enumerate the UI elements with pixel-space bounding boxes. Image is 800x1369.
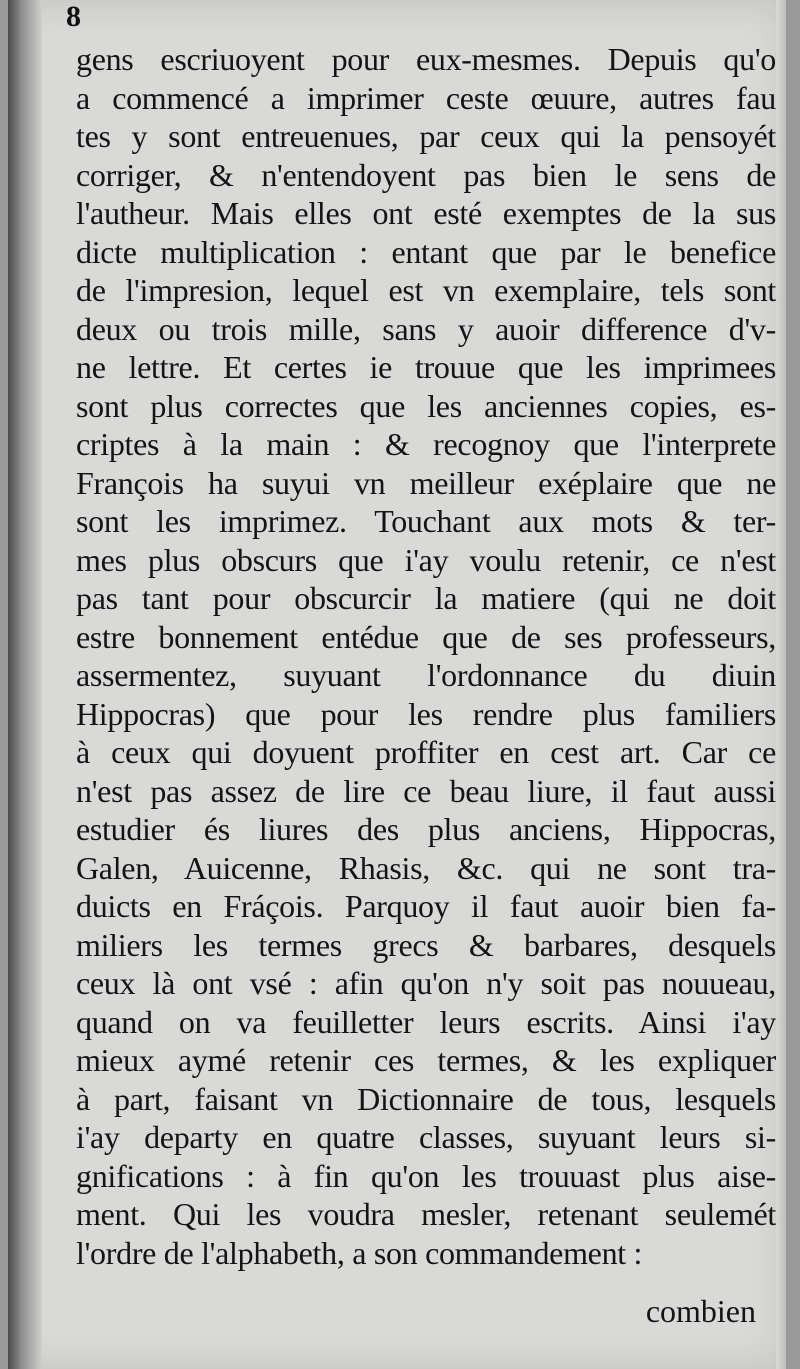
text-line: tes y sont entreuenues, par ceux qui la pensoyét (76, 118, 776, 154)
text-line: pas tant pour obscurcir la matiere (qui ne doit (76, 580, 776, 616)
text-line: gnifications : à fin qu'on les trouuast plus aise- (76, 1157, 776, 1194)
text-line: l'autheur. Mais elles ont esté exemptes de la sus (76, 195, 776, 231)
text-line: Galen, Auicenne, Rhasis, &c. qui ne sont tra- (76, 849, 776, 886)
text-line: corriger, & n'entendoyent pas bien le sens de (76, 156, 776, 193)
text-line: à ceux qui doyuent proffiter en cest art. Car ce (76, 734, 776, 770)
book-page (8, 0, 786, 1369)
text-line: estre bonnement entédue que de ses professeurs, (76, 618, 776, 655)
text-line: gens escriuoyent pour eux-mesmes. Depuis qu'o (76, 41, 776, 77)
text-line: a commencé a imprimer ceste œuure, autres fau (76, 79, 776, 116)
text-line: criptes à la main : & recognoy que l'interprete (76, 426, 776, 462)
page-number: 8 (66, 0, 81, 33)
text-line: i'ay departy en quatre classes, suyuant leurs si- (76, 1119, 776, 1155)
page-edge (776, 0, 786, 1369)
text-line: ceux là ont vsé : afin qu'on n'y soit pas nouueau, (76, 965, 776, 1001)
text-line: ne lettre. Et certes ie trouue que les imprimees (76, 349, 776, 385)
text-line: Hippocras) que pour les rendre plus familiers (76, 695, 776, 732)
text-line: ment. Qui les voudra mesler, retenant seulemét (76, 1196, 776, 1232)
page-gutter-shadow (8, 0, 42, 1369)
text-line: mes plus obscurs que i'ay voulu retenir, ce n'est (76, 541, 776, 578)
text-line: sont les imprimez. Touchant aux mots & ter- (76, 503, 776, 539)
text-line: mieux aymé retenir ces termes, & les expliquer (76, 1042, 776, 1078)
text-line: n'est pas assez de lire ce beau liure, il faut aussi (76, 772, 776, 809)
text-line: quand on va feuilletter leurs escrits. Ainsi i'ay (76, 1003, 776, 1040)
text-line: de l'impresion, lequel est vn exemplaire, tels sont (76, 272, 776, 308)
text-line: dicte multiplication : entant que par le benefice (76, 233, 776, 270)
text-line: deux ou trois mille, sans y auoir difference d'v- (76, 310, 776, 347)
text-line: estudier és liures des plus anciens, Hippocras, (76, 811, 776, 847)
text-line: miliers les termes grecs & barbares, desquels (76, 926, 776, 963)
text-line: l'ordre de l'alphabeth, a son commandement : (76, 1234, 643, 1271)
text-line: sont plus correctes que les anciennes copies, es- (76, 387, 776, 424)
catchword: combien (645, 1293, 756, 1329)
text-line: à part, faisant vn Dictionnaire de tous, lesquels (76, 1080, 776, 1117)
body-text (76, 40, 776, 1272)
text-line: assermentez, suyuant l'ordonnance du diuin (76, 657, 776, 693)
text-line: François ha suyui vn meilleur exéplaire que ne (76, 464, 776, 501)
text-line: duicts en Fráçois. Parquoy il faut auoir bien fa- (76, 888, 776, 924)
